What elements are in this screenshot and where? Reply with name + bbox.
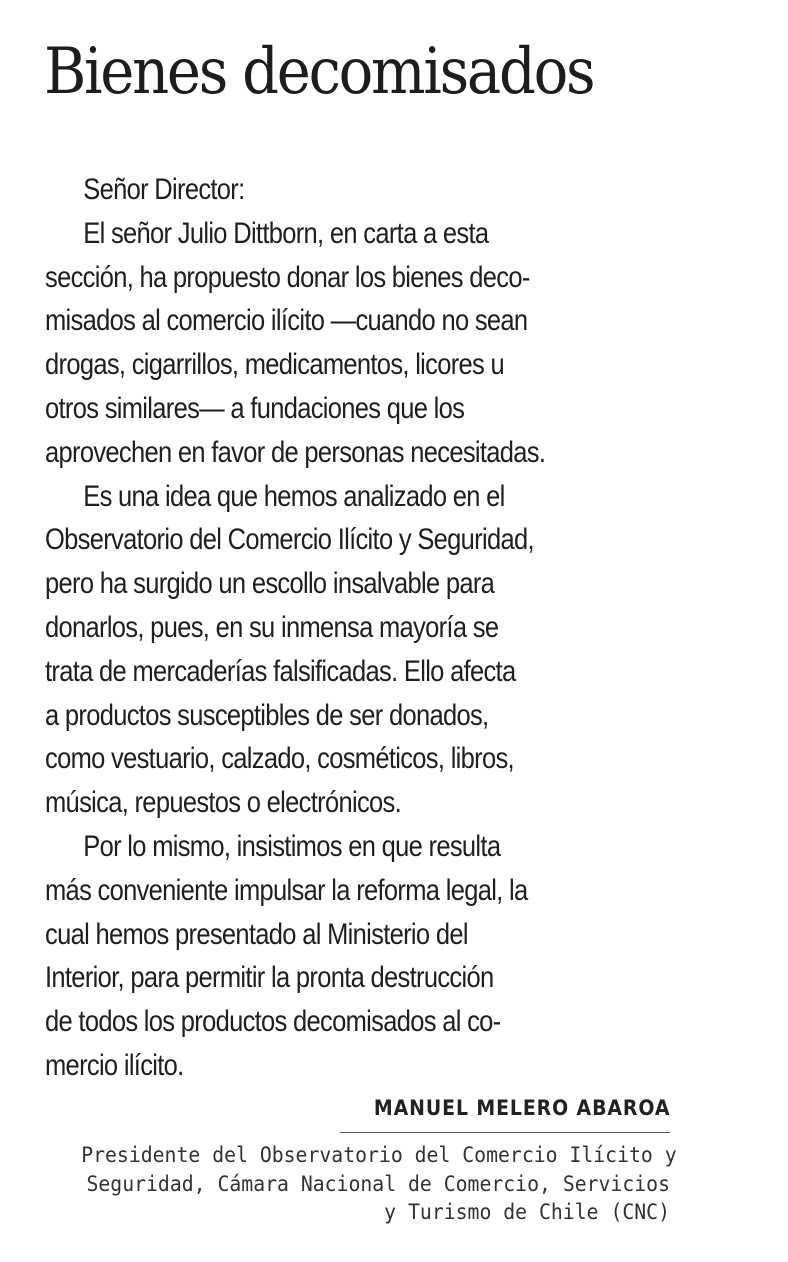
body-line: cual hemos presentado al Ministerio del — [45, 917, 468, 951]
body-line: más conveniente impulsar la reforma legal, la — [45, 873, 528, 907]
body-line: donarlos, pues, en su inmensa mayoría se — [45, 610, 499, 644]
body-line: mercio ilícito. — [45, 1048, 184, 1082]
signature-name: MANUEL MELERO ABAROA — [373, 1096, 670, 1120]
body-line: aprovechen en favor de personas necesitadas. — [45, 435, 546, 469]
signature-divider — [340, 1132, 670, 1133]
headline: Bienes decomisados — [44, 35, 594, 109]
body-line: pero ha surgido un escollo insalvable para — [45, 567, 495, 601]
body-line: Es una idea que hemos analizado en el — [83, 479, 505, 513]
body-line: Por lo mismo, insistimos en que resulta — [83, 829, 501, 863]
body-line: Observatorio del Comercio Ilícito y Seguridad, — [45, 523, 534, 557]
body-line: como vestuario, calzado, cosméticos, libros, — [45, 742, 514, 776]
body-line: El señor Julio Dittborn, en carta a esta — [83, 216, 489, 250]
body-line: a productos susceptibles de ser donados, — [45, 698, 489, 732]
body-line: misados al comercio ilícito —cuando no sean — [45, 304, 528, 338]
letter-body — [45, 168, 669, 1088]
body-line: sección, ha propuesto donar los bienes deco- — [45, 260, 530, 294]
affiliation-line: Seguridad, Cámara Nacional de Comercio, Servicios — [86, 1171, 670, 1197]
body-line: Interior, para permitir la pronta destrucción — [45, 961, 494, 995]
body-line: trata de mercaderías falsificadas. Ello afecta — [45, 654, 516, 688]
body-line: música, repuestos o electrónicos. — [45, 786, 401, 820]
body-line: otros similares— a fundaciones que los — [45, 391, 465, 425]
body-line: de todos los productos decomisados al co- — [45, 1005, 501, 1039]
salutation: Señor Director: — [83, 173, 245, 206]
body-line: drogas, cigarrillos, medicamentos, licores u — [45, 348, 505, 382]
affiliation-line: y Turismo de Chile (CNC) — [384, 1200, 670, 1225]
affiliation-line: Presidente del Observatorio del Comercio Ilícito y — [81, 1143, 677, 1168]
signature-affiliation — [30, 1142, 677, 1228]
